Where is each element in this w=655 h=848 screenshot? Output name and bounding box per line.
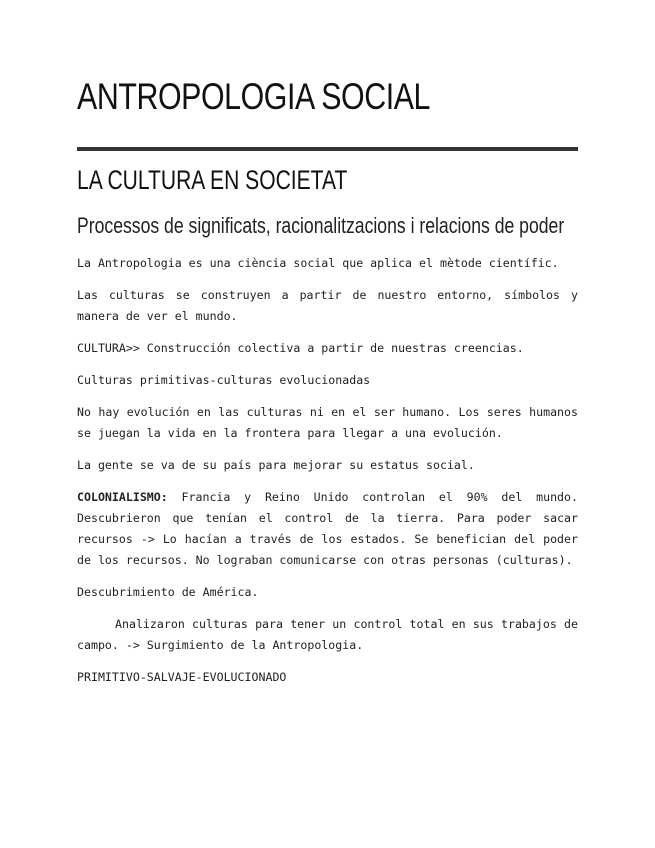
title-divider bbox=[77, 147, 578, 151]
paragraph-text: No hay evolución en las culturas ni en el ser humano. Los seres humanos se juegan la vida en la frontera para llegar a una evolución. bbox=[77, 405, 578, 440]
paragraph-text: Las culturas se construyen a partir de nuestro entorno, símbolos y manera de ver el mundo. bbox=[77, 288, 578, 323]
document-body bbox=[77, 253, 578, 688]
paragraph-no-evolution bbox=[77, 402, 578, 444]
paragraph-text: Descubrimiento de América. bbox=[77, 585, 259, 599]
paragraph-definition bbox=[77, 253, 578, 274]
section-heading: Processos de significats, racionalitzacions i relacions de poder bbox=[77, 213, 565, 238]
document-title: ANTROPOLOGIA SOCIAL bbox=[77, 76, 431, 117]
paragraph-primitive-evolved bbox=[77, 370, 578, 391]
paragraph-text: Culturas primitivas-culturas evolucionadas bbox=[77, 373, 371, 387]
colonialismo-label: COLONIALISMO: bbox=[77, 490, 168, 504]
paragraph-fieldwork bbox=[77, 614, 578, 656]
paragraph-text: PRIMITIVO-SALVAJE-EVOLUCIONADO bbox=[77, 670, 287, 684]
paragraph-text: CULTURA>> Construcción colectiva a partir de nuestras creencias. bbox=[77, 341, 524, 355]
document-content bbox=[77, 72, 578, 699]
paragraph-primitivo bbox=[77, 667, 578, 688]
paragraph-text: La gente se va de su país para mejorar su estatus social. bbox=[77, 458, 475, 472]
paragraph-migration bbox=[77, 455, 578, 476]
paragraph-colonialismo bbox=[77, 487, 578, 571]
paragraph-america bbox=[77, 582, 578, 603]
paragraph-cultura bbox=[77, 338, 578, 359]
paragraph-text: Francia y Reino Unido controlan el 90% del mundo. Descubrieron que tenían el control de la tierra. Para poder sacar recursos -> Lo hacían a través de los estados. Se benefician del poder de los recursos. No lograban comunicarse con otras personas (culturas). bbox=[77, 490, 578, 567]
document-subtitle: LA CULTURA EN SOCIETAT bbox=[77, 165, 348, 195]
paragraph-text: Analizaron culturas para tener un control total en sus trabajos de campo. -> Surgimiento de la Antropologia. bbox=[77, 617, 578, 652]
paragraph-text: La Antropologia es una ciència social que aplica el mètode científic. bbox=[77, 256, 559, 270]
paragraph-cultures-construction bbox=[77, 285, 578, 327]
